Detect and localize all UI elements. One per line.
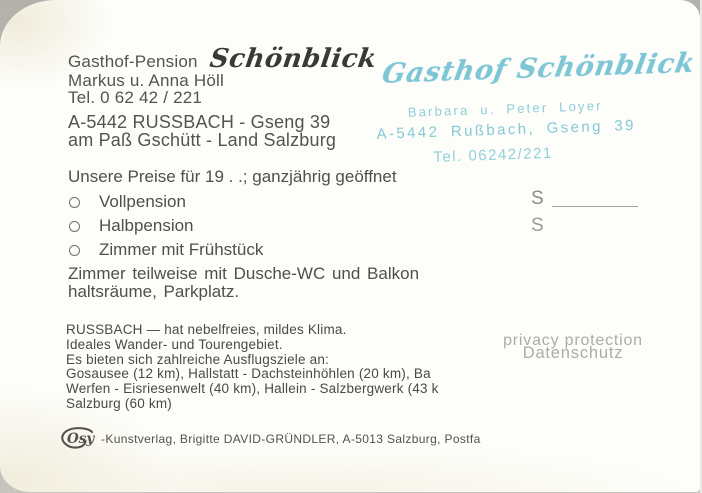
publisher-line: [58, 426, 481, 451]
stamp-address: A-5442 Rußbach, Gseng 39: [376, 116, 637, 143]
info-line: Werfen - Eisriesenwelt (40 km), Hallein - Salzbergwerk (43 k: [66, 381, 439, 397]
currency-symbol-partial: S: [531, 215, 544, 236]
watermark-line-1: privacy protection: [503, 332, 643, 349]
rubber-stamp: [374, 47, 698, 179]
header-title: [68, 44, 379, 74]
stamp-owners: Barbara u. Peter Loyer: [407, 97, 603, 120]
phone-line: Tel. 0 62 42 / 221: [68, 88, 203, 107]
business-type-label: Gasthof-Pension: [68, 52, 198, 71]
price-fill-rule: [552, 206, 638, 207]
region-info-block: [66, 323, 439, 412]
option-circle-icon: [69, 197, 80, 208]
cosy-logo-text: Osy: [67, 431, 95, 447]
price-section-title: Unsere Preise für 19 . .; ganzjährig geöffnet: [68, 167, 397, 186]
price-option-label: Halbpension: [99, 216, 194, 235]
option-circle-icon: [69, 245, 80, 256]
watermark-line-2: Datenschutz: [522, 344, 624, 362]
info-line: Ideales Wander- und Tourengebiet.: [66, 336, 283, 352]
stamp-phone: Tel. 06242/221: [433, 144, 554, 166]
price-option-halbpension: [69, 216, 194, 236]
price-blank-line: [531, 188, 638, 210]
address-line-1: A-5442 RUSSBACH - Gseng 39: [68, 112, 331, 132]
option-circle-icon: [69, 221, 80, 232]
publisher-imprint: -Kunstverlag, Brigitte DAVID-GRÜNDLER, A-5013 Salzburg, Postfa: [101, 431, 481, 446]
price-option-label: Vollpension: [99, 192, 186, 211]
address-line-2: am Paß Gschütt - Land Salzburg: [68, 130, 337, 150]
stamp-business-name: Gasthof Schönblick: [379, 47, 698, 90]
price-option-vollpension: [69, 192, 186, 212]
info-line: Gosausee (12 km), Hallstatt - Dachsteinhöhlen (20 km), Ba: [66, 366, 431, 382]
business-name-script: Schönblick: [207, 44, 379, 74]
currency-symbol: S: [531, 188, 544, 209]
info-line: RUSSBACH — hat nebelfreies, mildes Klima.: [66, 322, 347, 337]
info-line: Salzburg (60 km): [66, 395, 172, 411]
privacy-watermark: [478, 334, 668, 360]
info-line: Es bieten sich zahlreiche Ausflugsziele an:: [66, 351, 329, 367]
owners-line: Markus u. Anna Höll: [68, 71, 224, 90]
price-option-label: Zimmer mit Frühstück: [99, 240, 264, 259]
amenities-line-2: haltsräume, Parkplatz.: [68, 282, 240, 301]
cosy-publisher-logo-icon: [58, 426, 98, 451]
price-option-fruehstueck: [69, 240, 263, 260]
amenities-line-1: Zimmer teilweise mit Dusche-WC und Balkon: [68, 264, 420, 283]
